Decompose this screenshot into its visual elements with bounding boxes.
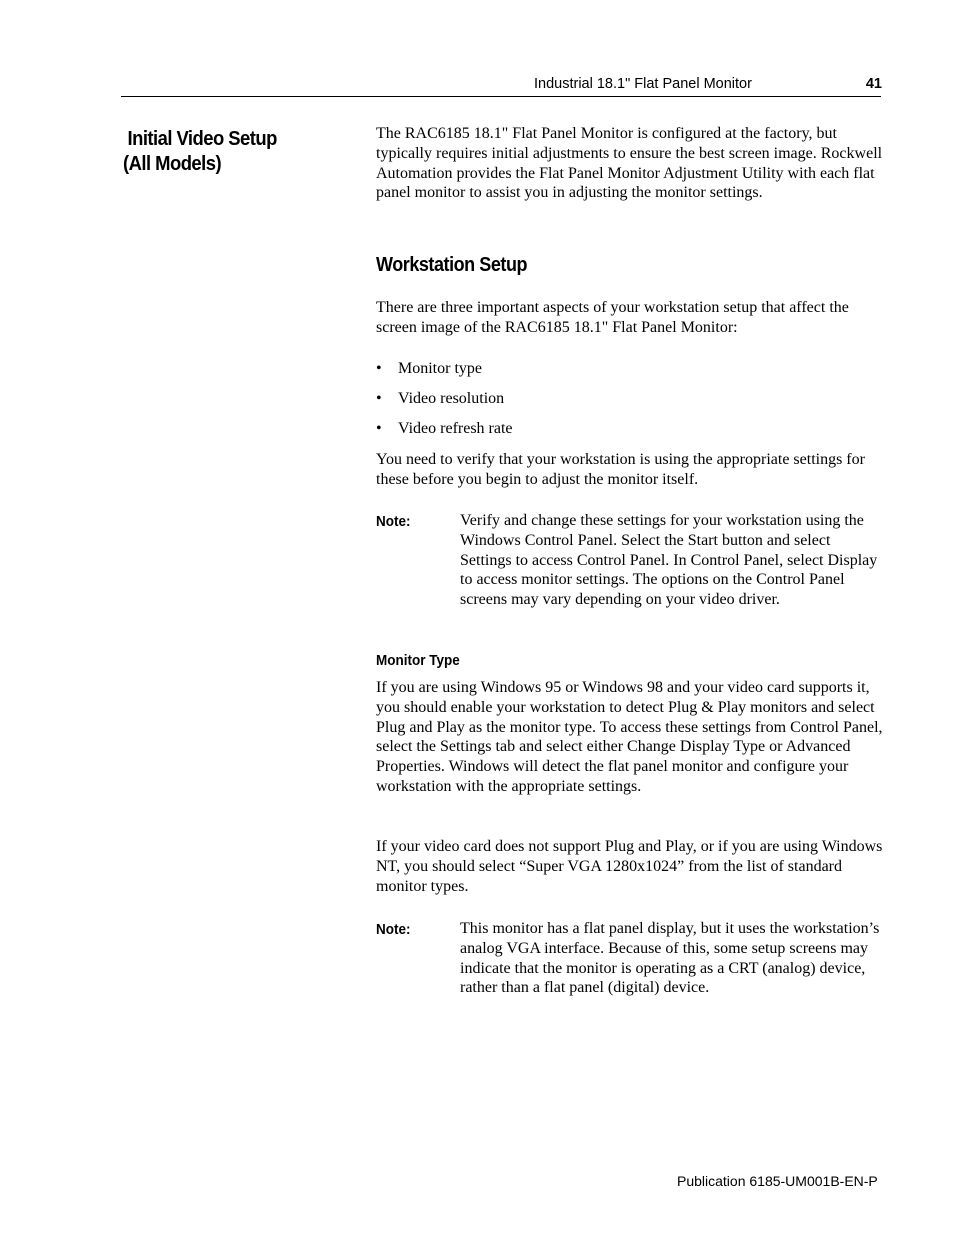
monitor-type-paragraph-2: If your video card does not support Plug and Play, or if you are using Windows NT, you should select “Super VGA 1280x1024” from the list of standard monitor types.	[376, 838, 883, 895]
side-heading-line2: (All Models)	[123, 152, 222, 175]
list-item: • Video refresh rate	[376, 420, 513, 437]
side-heading-line1: Initial Video Setup	[127, 127, 277, 150]
note-label: Note:	[376, 921, 411, 938]
list-item: • Monitor type	[376, 360, 482, 377]
verify-paragraph: You need to verify that your workstation is using the appropriate settings for these before you begin to adjust the monitor itself.	[376, 451, 865, 488]
bullet-icon: •	[376, 390, 382, 407]
running-header-title: Industrial 18.1" Flat Panel Monitor	[534, 76, 752, 92]
note-label: Note:	[376, 513, 411, 530]
workstation-setup-paragraph: There are three important aspects of your workstation setup that affect the screen image of the RAC6185 18.1" Flat Panel Monitor:	[376, 299, 849, 336]
list-item: • Video resolution	[376, 390, 505, 407]
page-number: 41	[865, 76, 882, 92]
monitor-type-paragraph-1: If you are using Windows 95 or Windows 98 and your video card supports it, you should enable your workstation to detect Plug & Play monitors and select Plug and Play as the monitor type. To access these settings from Control Panel, select the Settings tab and select either Change Display Type or Advanced Properties. Windows will detect the flat panel monitor and configure your workstation with the appropriate settings.	[376, 679, 883, 795]
section-side-heading	[123, 126, 321, 176]
note-text: Verify and change these settings for your workstation using the Windows Control Panel. Select the Start button and select Settings to access Control Panel. In Control Panel, select Display to access monitor settings. The options on the Control Panel screens may vary depending on your video driver.	[460, 512, 878, 609]
note-text: This monitor has a flat panel display, but it uses the workstation’s analog VGA interface. Because of this, some setup screens may indicate that the monitor is operating as a CRT (analog) device, rather than a flat panel (digital) device.	[460, 920, 880, 997]
workstation-setup-heading: Workstation Setup	[376, 254, 528, 276]
bullet-icon: •	[376, 360, 382, 377]
intro-paragraph: The RAC6185 18.1" Flat Panel Monitor is configured at the factory, but typically requires initial adjustments to ensure the best screen image. Rockwell Automation provides the Flat Panel Monitor Adjustment Utility with each flat panel monitor to assist you in adjusting the monitor settings.	[376, 125, 883, 202]
publication-footer: Publication 6185-UM001B-EN-P	[677, 1173, 878, 1189]
header-divider	[121, 96, 881, 97]
monitor-type-heading: Monitor Type	[376, 652, 460, 669]
bullet-icon: •	[376, 420, 382, 437]
